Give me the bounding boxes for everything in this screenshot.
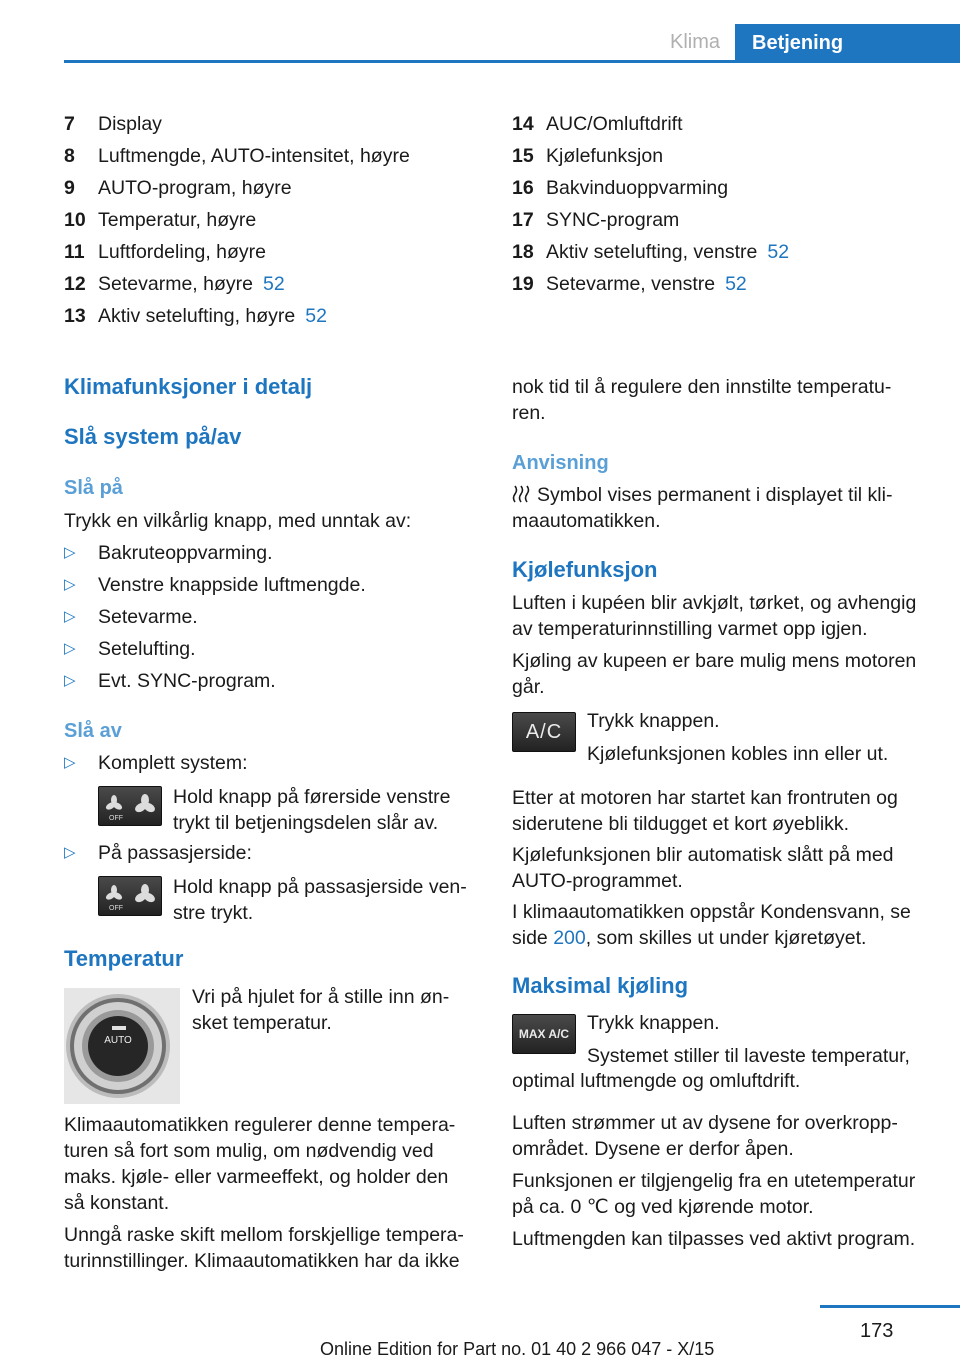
paragraph: stre trykt. <box>173 902 254 924</box>
svg-text:OFF: OFF <box>109 815 123 822</box>
paragraph: Hold knapp på førerside venstre <box>173 786 451 808</box>
list-item: 18 Aktiv setelufting, venstre 52 <box>512 241 790 263</box>
paragraph: optimal luftmengde og omluftdrift. <box>512 1070 801 1092</box>
paragraph: Kjølefunksjonen kobles inn eller ut. <box>587 743 889 765</box>
list-item: 17 SYNC-program <box>512 209 680 231</box>
paragraph: Trykk en vilkårlig knapp, med unntak av: <box>64 510 412 532</box>
svg-text:OFF: OFF <box>109 905 123 912</box>
list-item: 19 Setevarme, venstre 52 <box>512 273 747 295</box>
paragraph: side 200, som skilles ut under kjøretøyet. <box>512 927 867 949</box>
fan-off-button[interactable] <box>98 786 162 826</box>
paragraph: Kjøling av kupeen er bare mulig mens motoren <box>512 650 917 672</box>
list-item: 10 Temperatur, høyre <box>64 209 257 231</box>
paragraph: maks. kjøle- eller varmeeffekt, og holder den <box>64 1166 449 1188</box>
fan-off-button-passenger[interactable] <box>98 876 162 916</box>
list-item: 14 AUC/Omluftdrift <box>512 113 683 135</box>
paragraph: Funksjonen er tilgjengelig fra en utetemperatur <box>512 1170 916 1192</box>
page-ref-link[interactable]: 200 <box>553 927 586 949</box>
paragraph: Unngå raske skift mellom forskjellige tempera- <box>64 1224 464 1246</box>
max-ac-button[interactable]: MAX A/C <box>512 1014 576 1054</box>
legend-list-right <box>512 110 789 302</box>
paragraph: på ca. 0 ℃ og ved kjørende motor. <box>512 1196 814 1218</box>
list-item: 8 Luftmengde, AUTO-intensitet, høyre <box>64 145 410 167</box>
list-item: 15 Kjølefunksjon <box>512 145 664 167</box>
paragraph: Luften strømmer ut av dysene for overkropp- <box>512 1112 898 1134</box>
subsection-title: Kjølefunksjon <box>512 557 658 582</box>
footer-rule <box>820 1305 960 1308</box>
paragraph: Hold knapp på passasjerside ven- <box>173 876 467 898</box>
paragraph: området. Dysene er derfor åpen. <box>512 1138 794 1160</box>
page-ref-link[interactable]: 52 <box>305 305 327 327</box>
page-ref-link[interactable]: 52 <box>725 273 747 295</box>
paragraph: Trykk knappen. <box>587 710 720 732</box>
subheading-on: Slå på <box>64 477 123 499</box>
svg-text:AUTO: AUTO <box>104 1035 132 1046</box>
defrost-icon <box>512 484 530 504</box>
ac-button[interactable]: A/C <box>512 712 576 752</box>
paragraph: AUTO-programmet. <box>512 870 683 892</box>
header-rule <box>64 60 960 63</box>
paragraph: Klimaautomatikken regulerer denne tempera- <box>64 1114 456 1136</box>
list-item: 11 Luftfordeling, høyre <box>64 241 267 263</box>
paragraph: turinnstillinger. Klimaautomatikken har da ikke <box>64 1250 460 1272</box>
section-title: Klimafunksjoner i detalj <box>64 374 313 399</box>
paragraph: sket temperatur. <box>192 1012 332 1034</box>
edition-footer: Online Edition for Part no. 01 40 2 966 047 - X/15 <box>320 1339 715 1359</box>
paragraph: Luftmengden kan tilpasses ved aktivt program. <box>512 1228 916 1250</box>
subsection-title: Slå system på/av <box>64 424 242 449</box>
paragraph: Trykk knappen. <box>587 1012 720 1034</box>
subheading-off: Slå av <box>64 720 122 742</box>
list-item: 7 Display <box>64 113 162 135</box>
tab-klima[interactable]: Klima <box>669 31 720 53</box>
paragraph: Vri på hjulet for å stille inn øn- <box>192 986 450 1008</box>
paragraph: Kjølefunksjonen blir automatisk slått på med <box>512 844 894 866</box>
paragraph: så konstant. <box>64 1192 170 1214</box>
temperature-knob-image <box>64 988 180 1104</box>
page-number: 173 <box>860 1320 894 1342</box>
subsection-title: Maksimal kjøling <box>512 973 689 998</box>
note-heading: Anvisning <box>512 452 609 474</box>
paragraph: går. <box>512 676 545 698</box>
paragraph: nok tid til å regulere den innstilte temperatu- <box>512 376 892 398</box>
paragraph: ren. <box>512 402 546 424</box>
paragraph: turen så fort som mulig, om nødvendig ved <box>64 1140 434 1162</box>
paragraph: I klimaautomatikken oppstår Kondensvann, se <box>512 901 911 923</box>
fan-icon <box>99 787 161 825</box>
list-item: 16 Bakvinduoppvarming <box>512 177 729 199</box>
page-ref-link[interactable]: 52 <box>262 273 285 295</box>
page-ref-link[interactable]: 52 <box>767 241 790 263</box>
list-item: 13 Aktiv setelufting, høyre 52 <box>64 305 327 327</box>
paragraph: trykt til betjeningsdelen slår av. <box>173 812 439 834</box>
paragraph: Luften i kupéen blir avkjølt, tørket, og avhengig <box>512 592 917 614</box>
paragraph: Systemet stiller til laveste temperatur, <box>587 1045 910 1067</box>
legend-list-left <box>64 110 410 334</box>
paragraph: Symbol vises permanent i displayet til kli- <box>537 484 893 506</box>
paragraph: Etter at motoren har startet kan frontruten og <box>512 787 898 809</box>
list-item: 9 AUTO-program, høyre <box>64 177 292 199</box>
paragraph: av temperaturinnstilling varmet opp igjen. <box>512 618 868 640</box>
fan-icon <box>99 877 161 915</box>
list-item: 12 Setevarme, høyre 52 <box>64 273 285 295</box>
subsection-title: Temperatur <box>64 946 184 971</box>
tab-betjening[interactable]: Betjening <box>735 24 960 62</box>
paragraph: siderutene bli tildugget et kort øyeblikk. <box>512 813 850 835</box>
paragraph: maautomatikken. <box>512 510 661 532</box>
